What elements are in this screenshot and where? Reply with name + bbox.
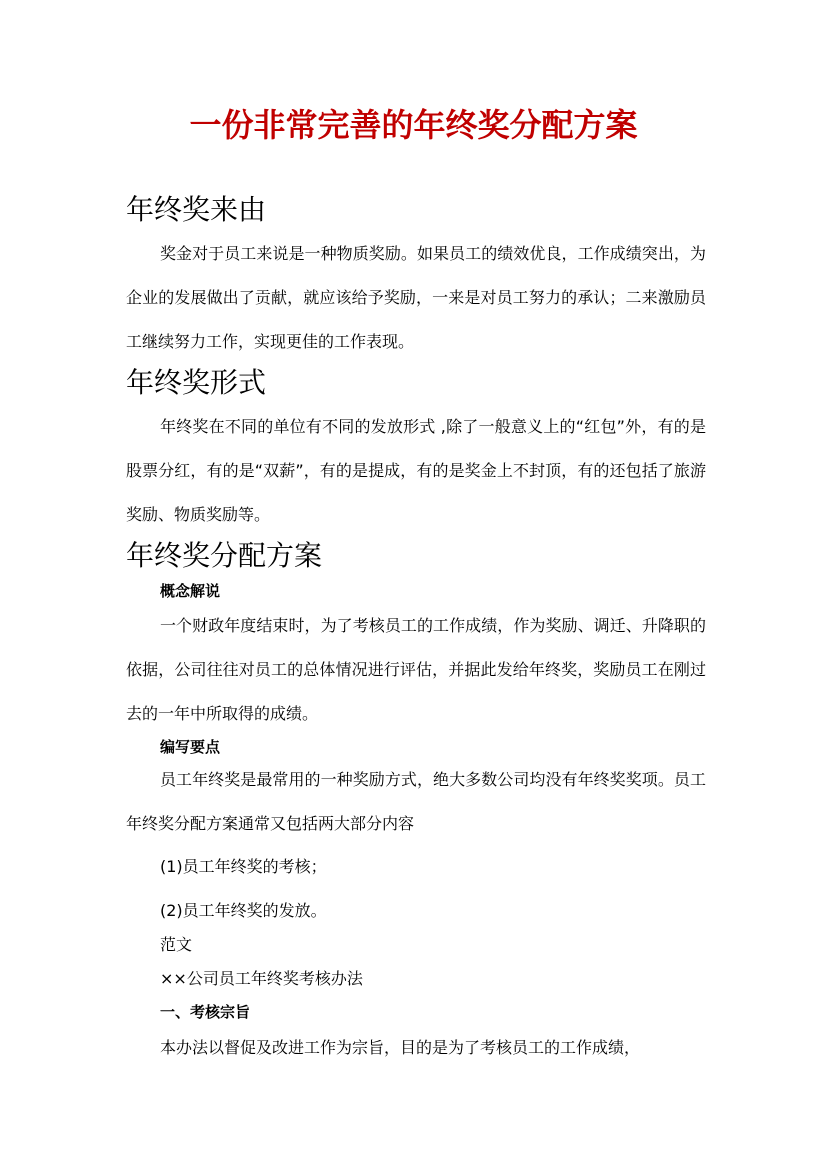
heading-plan: 年终奖分配方案: [126, 539, 323, 572]
paragraph-forms: 年终奖在不同的单位有不同的发放形式 ,除了一般意义上的“红包”外，有的是股票分红，有的是“双薪”，有的是提成，有的是奖金上不封顶，有的还包括了旅游奖励、物质奖励等。: [126, 417, 706, 524]
paragraph-concept: 一个财政年度结束时，为了考核员工的工作成绩，作为奖励、调迁、升降职的依据，公司往往对员工的总体情况进行评估，并据此发给年终奖，奖励员工在刚过去的一年中所取得的成绩。: [126, 616, 706, 723]
heading-origin: 年终奖来由: [126, 193, 267, 226]
heading-forms: 年终奖形式: [126, 366, 267, 399]
subheading-concept: 概念解说: [160, 582, 221, 600]
subheading-points: 编写要点: [160, 738, 221, 756]
list-item-distribution: (2)员工年终奖的发放。: [160, 901, 327, 920]
document-title: 一份非常完善的年终奖分配方案: [189, 106, 638, 144]
paragraph-origin: 奖金对于员工来说是一种物质奖励。如果员工的绩效优良，工作成绩突出，为企业的发展做出了贡献，就应该给予奖励，一来是对员工努力的承认；二来激励员工继续努力工作，实现更佳的工作表现。: [126, 244, 706, 351]
paragraph-purpose: 本办法以督促及改进工作为宗旨，目的是为了考核员工的工作成绩，: [160, 1038, 641, 1057]
subheading-sample: 范文: [160, 935, 193, 954]
paragraph-points: 员工年终奖是最常用的一种奖励方式，绝大多数公司均没有年终奖奖项。员工年终奖分配方案通常又包括两大部分内容: [126, 770, 706, 833]
subheading-purpose: 一、考核宗旨: [160, 1003, 251, 1021]
list-item-assessment: (1)员工年终奖的考核；: [160, 857, 327, 876]
sample-title: ××公司员工年终奖考核办法: [160, 969, 363, 988]
